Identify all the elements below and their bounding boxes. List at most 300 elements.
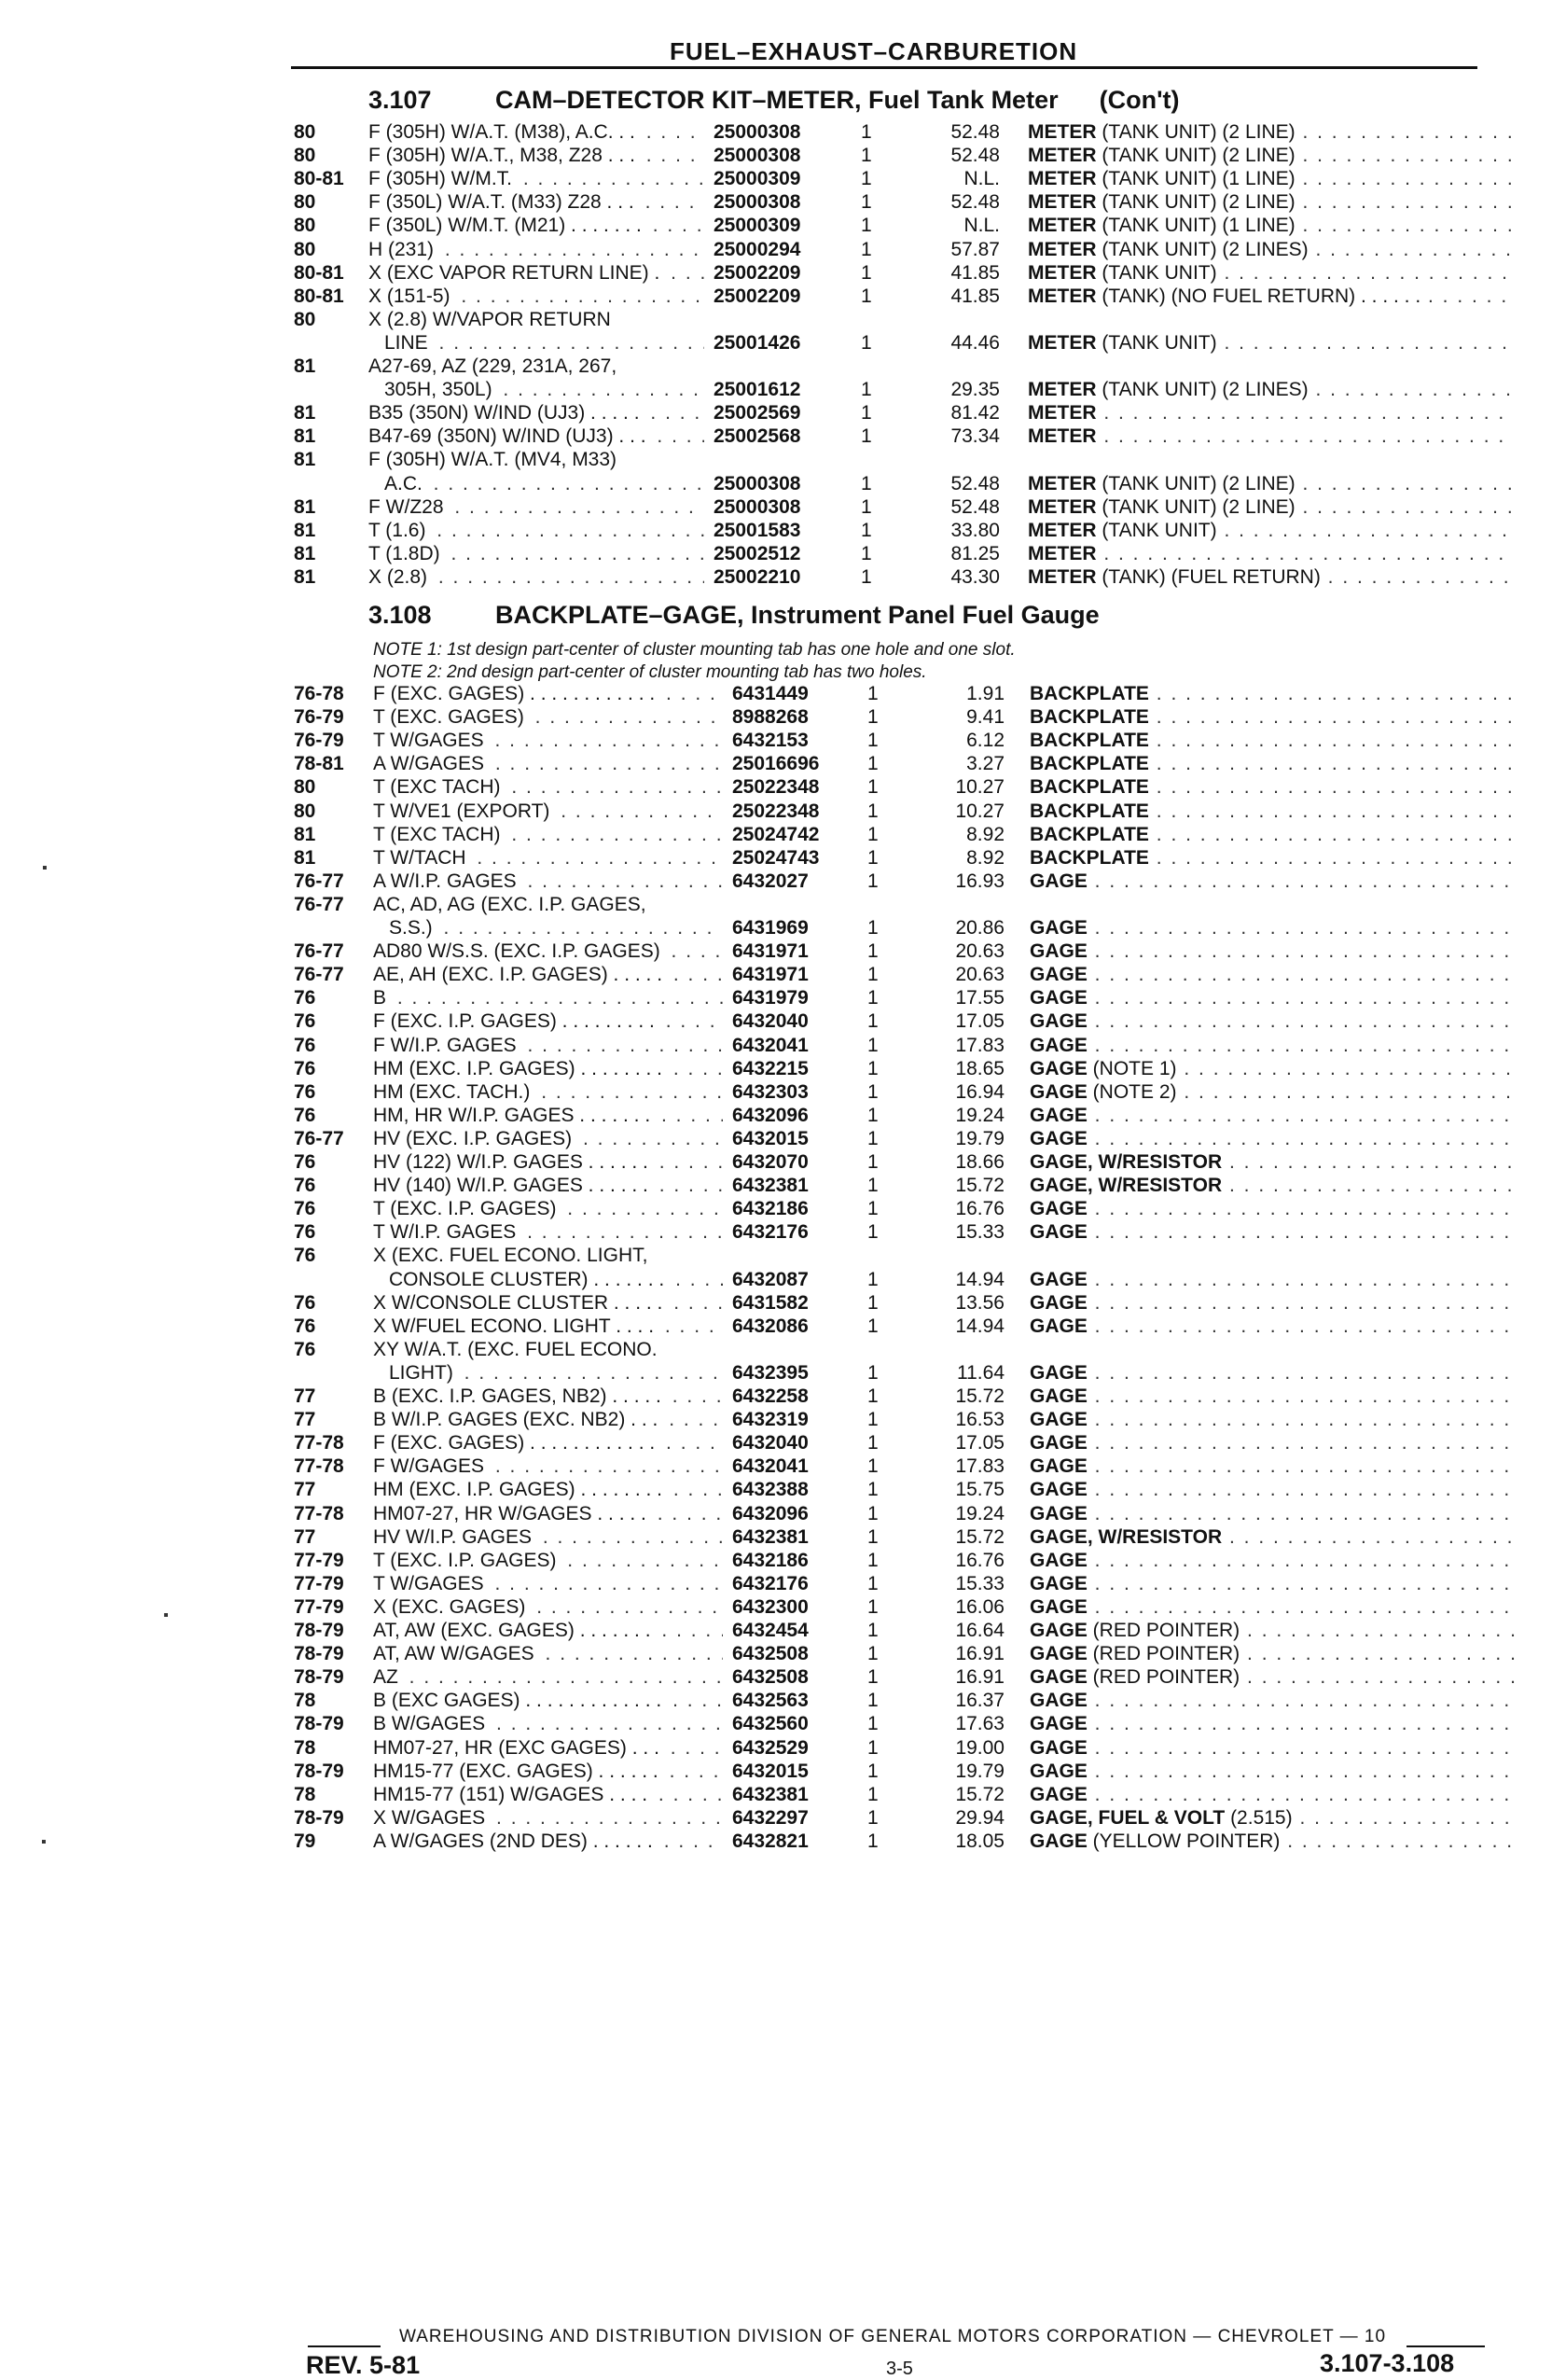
model-year: 77-79 bbox=[294, 1595, 344, 1618]
part-detail: (TANK) (FUEL RETURN) bbox=[1096, 565, 1321, 588]
part-number: 6432015 bbox=[732, 1127, 809, 1149]
part-number: 25024742 bbox=[732, 823, 820, 845]
part-name: METER (TANK UNIT) (1 LINE) . . . bbox=[1028, 168, 1513, 190]
part-number: 25000308 bbox=[714, 472, 801, 494]
application-description: S.S.) . . . bbox=[389, 917, 723, 939]
price: 8.92 bbox=[966, 823, 1005, 845]
part-number: 6432096 bbox=[732, 1104, 809, 1126]
quantity: 1 bbox=[861, 519, 872, 541]
table-row bbox=[0, 1807, 1552, 1830]
table-row bbox=[0, 1362, 1552, 1385]
part-number: 6432040 bbox=[732, 1010, 809, 1033]
part-name: METER (TANK UNIT) (2 LINE) . . . bbox=[1028, 496, 1513, 519]
quantity: 1 bbox=[867, 917, 879, 939]
part-detail: (NOTE 2) bbox=[1087, 1080, 1177, 1103]
part-number: 6432153 bbox=[732, 730, 809, 752]
price: 73.34 bbox=[950, 425, 1000, 448]
part-number: 6432388 bbox=[732, 1479, 809, 1501]
application-description: AT, AW (EXC. GAGES) . . . . . . . . . . bbox=[373, 1620, 723, 1642]
application-description: T W/VE1 (EXPORT) . . . bbox=[373, 800, 723, 823]
part-number: 6431969 bbox=[732, 917, 809, 939]
application-description: T (EXC. GAGES) . . . bbox=[373, 706, 723, 729]
application-description: T W/GAGES . . . bbox=[373, 1573, 723, 1595]
table-row bbox=[0, 1573, 1552, 1596]
part-name: METER . . . bbox=[1028, 543, 1513, 565]
model-year: 76 bbox=[294, 1151, 316, 1173]
part-number: 25000309 bbox=[714, 168, 801, 190]
part-name: GAGE, W/RESISTOR . . . bbox=[1030, 1175, 1515, 1197]
application-description: CONSOLE CLUSTER) . . . . . . . . . . bbox=[389, 1269, 723, 1291]
price: 17.83 bbox=[955, 1034, 1005, 1056]
table-row bbox=[0, 1035, 1552, 1058]
part-name: BACKPLATE . . . bbox=[1030, 730, 1515, 752]
quantity: 1 bbox=[867, 1104, 879, 1126]
price: 41.85 bbox=[950, 261, 1000, 284]
price: 16.91 bbox=[955, 1666, 1005, 1689]
application-description: T (EXC. I.P. GAGES) . . . bbox=[373, 1550, 723, 1572]
part-name: BACKPLATE . . . bbox=[1030, 824, 1515, 846]
price: 18.05 bbox=[955, 1830, 1005, 1852]
table-row bbox=[0, 917, 1552, 940]
price: 16.94 bbox=[955, 1080, 1005, 1103]
part-number: 25022348 bbox=[732, 800, 820, 822]
model-year: 77-79 bbox=[294, 1572, 344, 1594]
quantity: 1 bbox=[867, 1361, 879, 1384]
table-row bbox=[0, 1175, 1552, 1198]
application-description: F (EXC. GAGES) . . . . . . . . . . . . . . . bbox=[373, 1432, 723, 1454]
model-year: 81 bbox=[294, 823, 316, 845]
part-detail: (YELLOW POINTER) bbox=[1087, 1830, 1281, 1852]
application-description: A W/I.P. GAGES . . . bbox=[373, 870, 723, 893]
application-description: AZ . . . bbox=[373, 1666, 723, 1689]
application-description: F (305H) W/A.T. (M38), A.C. . . . . . bbox=[368, 121, 704, 144]
price: 14.94 bbox=[955, 1268, 1005, 1290]
price: 15.75 bbox=[955, 1479, 1005, 1501]
table-row bbox=[0, 1292, 1552, 1315]
application-description: F (EXC. I.P. GAGES) . . . . . . . . . . . . bbox=[373, 1010, 723, 1033]
table-row bbox=[0, 987, 1552, 1010]
section-name: BACKPLATE–GAGE, bbox=[495, 601, 744, 629]
part-number: 6432015 bbox=[732, 1760, 809, 1782]
table-row bbox=[0, 1620, 1552, 1643]
table-row bbox=[0, 1596, 1552, 1620]
table-row bbox=[0, 1339, 1552, 1362]
part-detail: (RED POINTER) bbox=[1087, 1666, 1240, 1689]
part-detail: (TANK UNIT) bbox=[1096, 519, 1217, 541]
model-year: 76 bbox=[294, 1291, 316, 1314]
part-name: METER (TANK UNIT) . . . bbox=[1028, 262, 1513, 285]
quantity: 1 bbox=[861, 145, 872, 167]
table-row bbox=[0, 425, 1552, 449]
application-description: F (350L) W/A.T. (M33) Z28 . . . . . . bbox=[368, 191, 704, 214]
table-row bbox=[0, 215, 1552, 238]
table-row bbox=[0, 191, 1552, 215]
quantity: 1 bbox=[867, 1595, 879, 1618]
table-row bbox=[0, 145, 1552, 168]
model-year: 76 bbox=[294, 1221, 316, 1244]
price: 43.30 bbox=[950, 565, 1000, 588]
part-number: 6431979 bbox=[732, 987, 809, 1009]
application-description: F (350L) W/M.T. (M21) . . . . . . . . . . bbox=[368, 215, 704, 237]
part-name: GAGE . . . bbox=[1030, 1362, 1515, 1385]
quantity: 1 bbox=[861, 565, 872, 588]
table-row bbox=[0, 1550, 1552, 1573]
part-name: GAGE (NOTE 1) . . . bbox=[1030, 1058, 1515, 1080]
model-year: 80-81 bbox=[294, 261, 344, 284]
application-description: HV (EXC. I.P. GAGES) . . . bbox=[373, 1128, 723, 1150]
price: 41.85 bbox=[950, 285, 1000, 307]
price: 6.12 bbox=[966, 730, 1005, 752]
table-row bbox=[0, 753, 1552, 776]
part-number: 25022348 bbox=[732, 776, 820, 799]
part-number: 6432087 bbox=[732, 1268, 809, 1290]
table-row bbox=[0, 1128, 1552, 1151]
application-description: F W/Z28 . . . bbox=[368, 496, 704, 519]
price: 17.63 bbox=[955, 1713, 1005, 1735]
part-number: 25001583 bbox=[714, 519, 801, 541]
price: 81.25 bbox=[950, 542, 1000, 564]
part-number: 6431971 bbox=[732, 940, 809, 963]
quantity: 1 bbox=[867, 1572, 879, 1594]
part-number: 6432176 bbox=[732, 1572, 809, 1594]
model-year: 80 bbox=[294, 776, 316, 799]
table-row bbox=[0, 239, 1552, 262]
model-year: 77 bbox=[294, 1409, 316, 1431]
part-name: GAGE . . . bbox=[1030, 940, 1515, 963]
part-number: 6432258 bbox=[732, 1385, 809, 1407]
part-detail: (NOTE 1) bbox=[1087, 1057, 1177, 1079]
application-description: AD80 W/S.S. (EXC. I.P. GAGES) . . . bbox=[373, 940, 723, 963]
model-year: 76-77 bbox=[294, 893, 344, 915]
application-description: F (EXC. GAGES) . . . . . . . . . . . . . . . bbox=[373, 683, 723, 705]
part-name: METER (TANK UNIT) (2 LINE) . . . bbox=[1028, 191, 1513, 214]
scan-mark: ▪ bbox=[42, 860, 48, 876]
part-number: 6432508 bbox=[732, 1666, 809, 1689]
price: 16.37 bbox=[955, 1690, 1005, 1712]
part-number: 25002210 bbox=[714, 565, 801, 588]
price: 16.93 bbox=[955, 870, 1005, 892]
price: 10.27 bbox=[955, 776, 1005, 799]
price: 13.56 bbox=[955, 1291, 1005, 1314]
part-name: BACKPLATE . . . bbox=[1030, 847, 1515, 870]
model-year: 80 bbox=[294, 215, 316, 237]
model-year: 80 bbox=[294, 800, 316, 822]
quantity: 1 bbox=[867, 1198, 879, 1220]
part-name: GAGE . . . bbox=[1030, 1128, 1515, 1150]
application-description: AE, AH (EXC. I.P. GAGES) . . . . . . . . bbox=[373, 964, 723, 986]
table-row bbox=[0, 309, 1552, 332]
model-year: 81 bbox=[294, 565, 316, 588]
price: 3.27 bbox=[966, 753, 1005, 775]
price: 17.55 bbox=[955, 987, 1005, 1009]
application-description: X (EXC VAPOR RETURN LINE) . . . . bbox=[368, 262, 704, 285]
table-row bbox=[0, 1245, 1552, 1268]
quantity: 1 bbox=[861, 472, 872, 494]
part-name: GAGE (RED POINTER) . . . bbox=[1030, 1666, 1515, 1689]
table-row bbox=[0, 1713, 1552, 1736]
price: N.L. bbox=[963, 215, 1000, 237]
part-detail: (TANK UNIT) (2 LINES) bbox=[1096, 238, 1309, 260]
table-row bbox=[0, 870, 1552, 894]
part-number: 25000294 bbox=[714, 238, 801, 260]
scan-mark: ▪ bbox=[163, 1608, 169, 1623]
application-description: X (EXC. FUEL ECONO. LIGHT, bbox=[373, 1245, 919, 1267]
model-year: 78-81 bbox=[294, 753, 344, 775]
application-description: T (1.8D) . . . bbox=[368, 543, 704, 565]
quantity: 1 bbox=[867, 1806, 879, 1829]
part-number: 6432297 bbox=[732, 1806, 809, 1829]
part-name: METER . . . bbox=[1028, 425, 1513, 448]
table-row bbox=[0, 1198, 1552, 1221]
part-number: 6432176 bbox=[732, 1221, 809, 1244]
application-description: T (EXC. I.P. GAGES) . . . bbox=[373, 1198, 723, 1220]
table-row bbox=[0, 1784, 1552, 1807]
part-detail: (TANK) (NO FUEL RETURN) . . . . . . bbox=[1096, 285, 1421, 307]
price: 16.76 bbox=[955, 1549, 1005, 1571]
application-description: X (2.8) W/VAPOR RETURN bbox=[368, 309, 900, 331]
table-row bbox=[0, 683, 1552, 706]
price: 29.35 bbox=[950, 379, 1000, 401]
part-number: 6432821 bbox=[732, 1830, 809, 1852]
quantity: 1 bbox=[867, 776, 879, 799]
table-row bbox=[0, 520, 1552, 543]
quantity: 1 bbox=[861, 542, 872, 564]
part-detail: (RED POINTER) bbox=[1087, 1643, 1240, 1665]
model-year: 76-79 bbox=[294, 706, 344, 729]
application-description: HV W/I.P. GAGES . . . bbox=[373, 1526, 723, 1549]
quantity: 1 bbox=[867, 706, 879, 729]
part-detail: (TANK UNIT) (2 LINE) bbox=[1096, 472, 1296, 494]
table-row bbox=[0, 473, 1552, 496]
quantity: 1 bbox=[867, 1315, 879, 1337]
application-description: B W/GAGES . . . bbox=[373, 1713, 723, 1735]
part-number: 6432508 bbox=[732, 1643, 809, 1665]
table-row bbox=[0, 1432, 1552, 1455]
part-name: GAGE (RED POINTER) . . . bbox=[1030, 1620, 1515, 1642]
table-row bbox=[0, 1385, 1552, 1409]
quantity: 1 bbox=[861, 379, 872, 401]
footer-division: WAREHOUSING AND DISTRIBUTION DIVISION OF GENERAL MOTORS CORPORATION — CHEVROLET — 10 bbox=[399, 2327, 1387, 2346]
quantity: 1 bbox=[867, 1221, 879, 1244]
price: 16.76 bbox=[955, 1198, 1005, 1220]
part-name: BACKPLATE . . . bbox=[1030, 800, 1515, 823]
table-row bbox=[0, 1479, 1552, 1502]
quantity: 1 bbox=[867, 800, 879, 822]
table-row bbox=[0, 449, 1552, 472]
table-row bbox=[0, 1409, 1552, 1432]
section-108-title bbox=[368, 601, 1100, 630]
table-row bbox=[0, 800, 1552, 824]
application-description: F W/GAGES . . . bbox=[373, 1455, 723, 1478]
quantity: 1 bbox=[861, 495, 872, 518]
table-row bbox=[0, 121, 1552, 145]
model-year: 78-79 bbox=[294, 1806, 344, 1829]
quantity: 1 bbox=[867, 1620, 879, 1641]
table-row bbox=[0, 706, 1552, 730]
price: 18.66 bbox=[955, 1151, 1005, 1173]
application-description: T (EXC TACH) . . . bbox=[373, 776, 723, 799]
model-year: 76 bbox=[294, 1198, 316, 1220]
section-number: 3.107 bbox=[368, 86, 432, 114]
price: 52.48 bbox=[950, 495, 1000, 518]
model-year: 76 bbox=[294, 1245, 316, 1267]
part-name: GAGE . . . bbox=[1030, 1315, 1515, 1338]
quantity: 1 bbox=[867, 1549, 879, 1571]
application-description: B . . . bbox=[373, 987, 723, 1009]
model-year: 76 bbox=[294, 1057, 316, 1079]
part-name: GAGE (YELLOW POINTER) . . . bbox=[1030, 1830, 1515, 1853]
part-name: GAGE . . . bbox=[1030, 1105, 1515, 1127]
quantity: 1 bbox=[867, 1432, 879, 1454]
part-number: 6432041 bbox=[732, 1455, 809, 1478]
table-row bbox=[0, 1761, 1552, 1784]
application-description: T W/GAGES . . . bbox=[373, 730, 723, 752]
price: 15.72 bbox=[955, 1385, 1005, 1407]
part-name: GAGE, W/RESISTOR . . . bbox=[1030, 1526, 1515, 1549]
quantity: 1 bbox=[867, 1127, 879, 1149]
quantity: 1 bbox=[861, 285, 872, 307]
application-description: X W/FUEL ECONO. LIGHT . . . . . . . bbox=[373, 1315, 723, 1338]
part-name: GAGE . . . bbox=[1030, 1385, 1515, 1408]
price: 29.94 bbox=[955, 1806, 1005, 1829]
part-name: METER (TANK UNIT) (2 LINES) . . . bbox=[1028, 379, 1513, 401]
table-row bbox=[0, 285, 1552, 309]
application-description: T (EXC TACH) . . . bbox=[373, 824, 723, 846]
model-year: 77-78 bbox=[294, 1455, 344, 1478]
quantity: 1 bbox=[861, 215, 872, 237]
section-range: 3.107-3.108 bbox=[1320, 2349, 1455, 2377]
part-number: 25002209 bbox=[714, 261, 801, 284]
quantity: 1 bbox=[861, 168, 872, 190]
table-row bbox=[0, 332, 1552, 355]
quantity: 1 bbox=[867, 1643, 879, 1665]
section-number: 3.108 bbox=[368, 601, 432, 629]
part-name: BACKPLATE . . . bbox=[1030, 776, 1515, 799]
model-year: 77 bbox=[294, 1525, 316, 1548]
table-row bbox=[0, 262, 1552, 285]
model-year: 81 bbox=[294, 519, 316, 541]
part-number: 25000308 bbox=[714, 191, 801, 214]
price: 20.86 bbox=[955, 917, 1005, 939]
application-description: LINE . . . bbox=[384, 332, 704, 355]
application-description: HM (EXC. I.P. GAGES) . . . . . . . . . . . bbox=[373, 1479, 723, 1501]
table-row bbox=[0, 1666, 1552, 1690]
table-row bbox=[0, 824, 1552, 847]
part-name: GAGE . . . bbox=[1030, 1690, 1515, 1712]
part-number: 25000309 bbox=[714, 215, 801, 237]
part-number: 6432319 bbox=[732, 1409, 809, 1431]
part-name: GAGE . . . bbox=[1030, 1409, 1515, 1431]
price: 1.91 bbox=[966, 683, 1005, 704]
model-year: 78-79 bbox=[294, 1760, 344, 1782]
application-description: T (1.6) . . . bbox=[368, 520, 704, 542]
price: 52.48 bbox=[950, 145, 1000, 167]
model-year: 80 bbox=[294, 308, 316, 330]
price: 52.48 bbox=[950, 191, 1000, 214]
quantity: 1 bbox=[867, 1409, 879, 1431]
model-year: 76-77 bbox=[294, 940, 344, 963]
price: 44.46 bbox=[950, 331, 1000, 354]
quantity: 1 bbox=[867, 1690, 879, 1712]
model-year: 76 bbox=[294, 987, 316, 1009]
application-description: X W/GAGES . . . bbox=[373, 1807, 723, 1830]
model-year: 80 bbox=[294, 238, 316, 260]
price: 17.05 bbox=[955, 1010, 1005, 1033]
table-row bbox=[0, 566, 1552, 590]
part-name: GAGE . . . bbox=[1030, 1198, 1515, 1220]
part-detail: (TANK UNIT) bbox=[1096, 331, 1217, 354]
table-row bbox=[0, 1221, 1552, 1245]
application-description: A W/GAGES (2ND DES) . . . . . . . . . bbox=[373, 1830, 723, 1853]
application-description: AT, AW W/GAGES . . . bbox=[373, 1643, 723, 1665]
part-number: 6432027 bbox=[732, 870, 809, 892]
part-name: GAGE . . . bbox=[1030, 964, 1515, 986]
table-row bbox=[0, 776, 1552, 800]
part-name: GAGE . . . bbox=[1030, 1573, 1515, 1595]
section-subtitle: Instrument Panel Fuel Gauge bbox=[751, 601, 1100, 629]
model-year: 78-79 bbox=[294, 1643, 344, 1665]
application-description: A27-69, AZ (229, 231A, 267, bbox=[368, 355, 900, 378]
part-number: 25002209 bbox=[714, 285, 801, 307]
model-year: 80 bbox=[294, 145, 316, 167]
model-year: 76-77 bbox=[294, 964, 344, 986]
table-row bbox=[0, 496, 1552, 520]
model-year: 80-81 bbox=[294, 168, 344, 190]
part-name: GAGE . . . bbox=[1030, 1221, 1515, 1244]
application-description: B (EXC. I.P. GAGES, NB2) . . . . . . . . bbox=[373, 1385, 723, 1408]
part-name: GAGE . . . bbox=[1030, 917, 1515, 939]
part-name: GAGE . . . bbox=[1030, 1784, 1515, 1806]
table-row bbox=[0, 1151, 1552, 1175]
part-detail: (TANK UNIT) (2 LINE) bbox=[1096, 495, 1296, 518]
part-number: 25001426 bbox=[714, 331, 801, 354]
part-number: 25002512 bbox=[714, 542, 801, 564]
table-row bbox=[0, 168, 1552, 191]
quantity: 1 bbox=[867, 1479, 879, 1501]
quantity: 1 bbox=[861, 238, 872, 260]
application-description: F W/I.P. GAGES . . . bbox=[373, 1035, 723, 1057]
part-name: GAGE . . . bbox=[1030, 1035, 1515, 1057]
model-year: 78-79 bbox=[294, 1713, 344, 1735]
model-year: 76 bbox=[294, 1175, 316, 1197]
quantity: 1 bbox=[867, 1057, 879, 1079]
table-row bbox=[0, 940, 1552, 964]
part-number: 6432381 bbox=[732, 1525, 809, 1548]
price: 15.72 bbox=[955, 1783, 1005, 1805]
part-number: 6432303 bbox=[732, 1080, 809, 1103]
model-year: 76 bbox=[294, 1034, 316, 1056]
part-number: 6432086 bbox=[732, 1315, 809, 1337]
quantity: 1 bbox=[867, 1268, 879, 1290]
model-year: 76 bbox=[294, 1338, 316, 1360]
model-year: 80 bbox=[294, 191, 316, 214]
model-year: 76 bbox=[294, 1104, 316, 1126]
application-description: A W/GAGES . . . bbox=[373, 753, 723, 775]
part-name: METER (TANK) (NO FUEL RETURN) . . . . . . . . . bbox=[1028, 285, 1513, 308]
quantity: 1 bbox=[867, 1525, 879, 1548]
part-name: GAGE . . . bbox=[1030, 1269, 1515, 1291]
part-detail: (TANK UNIT) (2 LINE) bbox=[1096, 145, 1296, 167]
application-description: HV (140) W/I.P. GAGES . . . . . . . . . bbox=[373, 1175, 723, 1197]
model-year: 81 bbox=[294, 425, 316, 448]
part-number: 6432215 bbox=[732, 1057, 809, 1079]
quantity: 1 bbox=[867, 1385, 879, 1407]
part-name: METER (TANK UNIT) (2 LINE) . . . bbox=[1028, 473, 1513, 495]
part-name: METER (TANK UNIT) (2 LINE) . . . bbox=[1028, 121, 1513, 144]
part-detail: (2.515) bbox=[1225, 1806, 1293, 1829]
model-year: 79 bbox=[294, 1830, 316, 1852]
part-name: GAGE . . . bbox=[1030, 1010, 1515, 1033]
